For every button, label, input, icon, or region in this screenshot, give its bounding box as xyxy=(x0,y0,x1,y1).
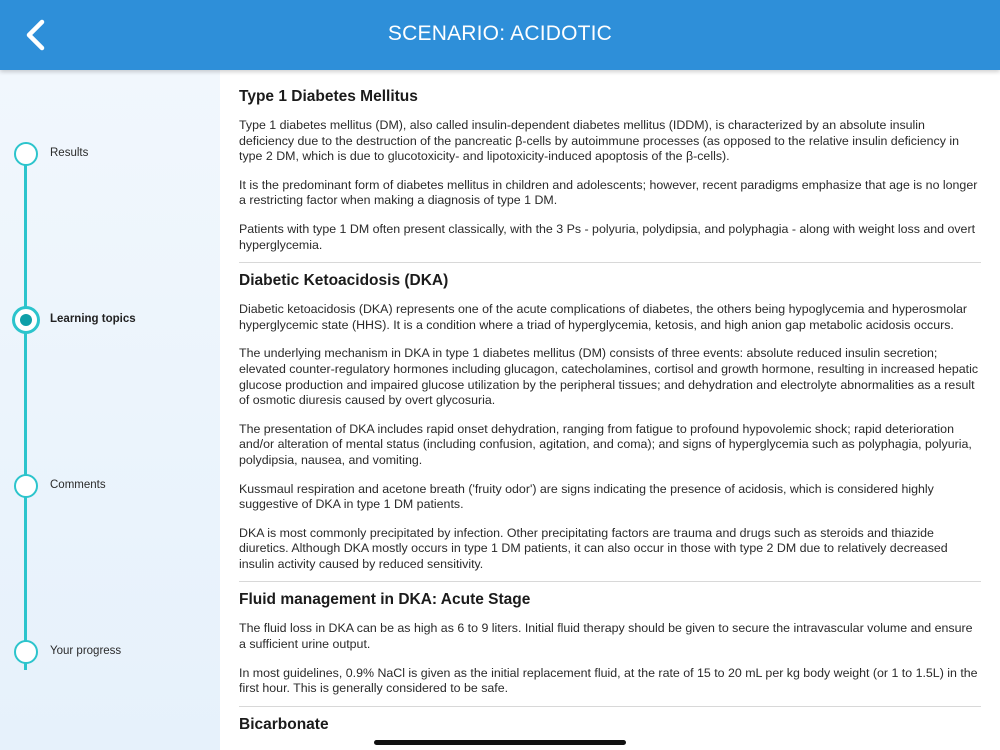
paragraph: Diabetic ketoacidosis (DKA) represents one of the acute complications of diabetes, the others being hypoglycemia and hyperosmolar hyperglycemic state (HHS). It is a condition where a triad of hyperglycemia, ketosis, and high anion gap metabolic acidosis occurs. xyxy=(239,302,968,332)
step-label: Results xyxy=(50,147,89,159)
section-divider xyxy=(239,581,981,582)
step-label: Comments xyxy=(50,479,106,491)
paragraph: Type 1 diabetes mellitus (DM), also called insulin-dependent diabetes mellitus (IDDM), is characterized by an absolute insulin deficiency due to the destruction of the pancreatic β-cells by autoimmune processes (as opposed to the relative insulin deficiency in type 2 DM, which is due to glucotoxicity- and lipotoxicity-induced apoptosis of the β-cells). xyxy=(239,118,959,164)
section-divider xyxy=(239,262,981,263)
section-title: Type 1 Diabetes Mellitus xyxy=(239,88,418,105)
step-your-progress[interactable] xyxy=(14,640,214,664)
paragraph: Kussmaul respiration and acetone breath ('fruity odor') are signs indicating the presence of acidosis, which is considered highly suggestive of DKA in type 1 DM patients. xyxy=(239,481,934,512)
app-header xyxy=(0,0,1000,70)
step-learning-topics[interactable] xyxy=(14,308,214,332)
paragraph: In most guidelines, 0.9% NaCl is given as the initial replacement fluid, at the rate of 15 to 20 mL per kg body weight (or 1 to 1.5L) in the first hour. This is generally considered to be safe. xyxy=(239,665,978,696)
timeline-line xyxy=(24,152,27,670)
step-comments[interactable] xyxy=(14,474,214,498)
home-indicator[interactable] xyxy=(374,740,626,745)
paragraph: The fluid loss in DKA can be as high as 6 to 9 liters. Initial fluid therapy should be given to secure the intravascular volume and ensure a sufficient urine output. xyxy=(239,621,973,652)
paragraph: The presentation of DKA includes rapid onset dehydration, ranging from fatigue to profound hypovolemic shock; rapid deterioration and/or alteration of mental status (including confusion, agitation, and coma); and signs of hyperglycemia such as polyphagia, polyuria, polydipsia, nausea, and vomiting. xyxy=(239,421,972,467)
step-dot-icon xyxy=(14,640,38,664)
step-label: Your progress xyxy=(50,645,122,657)
learning-topics-content[interactable] xyxy=(239,88,981,746)
paragraph: The underlying mechanism in DKA in type 1 diabetes mellitus (DM) consists of three events: absolute reduced insulin secretion; elevated counter-regulatory hormones including glucagon, catecholamines, cortisol and growth hormone, resulting in increased hepatic glucose production and impaired glucose utilization by the peripheral tissues; and dehydration and electrolyte abnormalities as a result of osmotic diuresis caused by overt glycosuria. xyxy=(239,346,979,408)
step-dot-icon xyxy=(14,474,38,498)
step-dot-active-icon xyxy=(12,306,40,334)
step-dot-icon xyxy=(14,142,38,166)
section-title: Diabetic Ketoacidosis (DKA) xyxy=(239,272,449,290)
paragraph: DKA is most commonly precipitated by infection. Other precipitating factors are trauma and drugs such as steroids and thiazide diuretics. Although DKA mostly occurs in type 1 DM patients, it can also occur in those with type 2 DM due to relatively decreased insulin activity caused by reduced sensitivity. xyxy=(239,525,948,571)
step-results[interactable] xyxy=(14,142,214,166)
paragraph: Patients with type 1 DM often present classically, with the 3 Ps - polyuria, polydipsia, and polyphagia - along with weight loss and overt hyperglycemia. xyxy=(239,221,976,252)
paragraph: It is the predominant form of diabetes mellitus in children and adolescents; however, recent paradigms emphasize that age is no longer a restricting factor when making a diagnosis of type 1 DM. xyxy=(239,177,978,208)
step-label: Learning topics xyxy=(50,313,136,325)
section-title: Bicarbonate xyxy=(239,715,329,733)
section-title: Fluid management in DKA: Acute Stage xyxy=(239,591,531,609)
page-title: SCENARIO: ACIDOTIC xyxy=(387,22,613,45)
progress-sidebar xyxy=(0,70,220,750)
section-divider xyxy=(239,706,981,707)
